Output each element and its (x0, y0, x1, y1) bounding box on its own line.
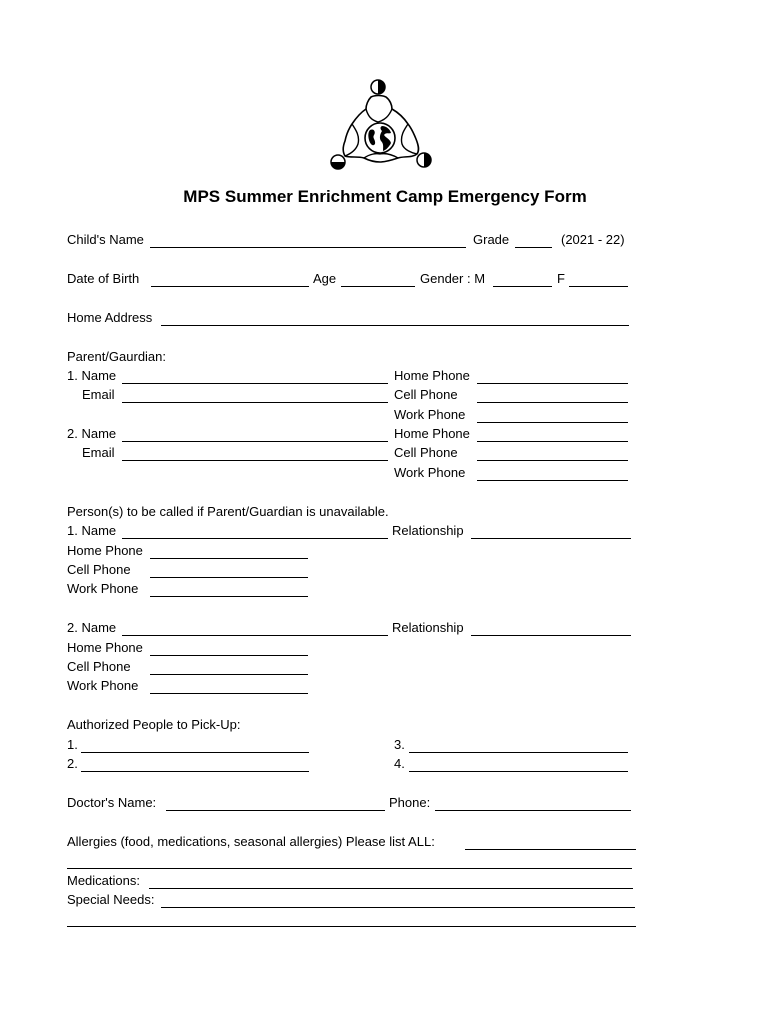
allergies-label: Allergies (food, medications, seasonal allergies) Please list ALL: (67, 834, 435, 849)
parent2-email-label: Email (82, 445, 115, 460)
parent1-name-field[interactable] (122, 383, 388, 384)
parent1-home-phone-label: Home Phone (394, 368, 470, 383)
pickup-2-label: 2. (67, 756, 78, 771)
dob-field[interactable] (151, 286, 309, 287)
person2-name-label: 2. Name (67, 620, 117, 635)
pickup-4-field[interactable] (409, 771, 628, 772)
person1-relationship-label: Relationship (392, 523, 464, 538)
person2-name-field[interactable] (122, 635, 388, 636)
medications-field[interactable] (149, 888, 633, 889)
school-year: (2021 - 22) (561, 232, 625, 247)
pickup-heading: Authorized People to Pick-Up: (67, 717, 241, 732)
person1-cell-phone-field[interactable] (150, 577, 308, 578)
doctor-phone-label: Phone: (389, 795, 431, 810)
child-name-label: Child's Name (67, 232, 144, 247)
pickup-2-field[interactable] (81, 771, 309, 772)
person2-relationship-field[interactable] (471, 635, 631, 636)
person2-work-phone-field[interactable] (150, 693, 308, 694)
special-needs-field[interactable] (161, 907, 635, 908)
parent2-email-field[interactable] (122, 460, 388, 461)
person1-work-phone-label: Work Phone (67, 581, 139, 596)
special-needs-field-continued[interactable] (67, 926, 636, 927)
gender-m-field[interactable] (493, 286, 552, 287)
parent1-name-label: 1. Name (67, 368, 117, 383)
persons-heading: Person(s) to be called if Parent/Guardian is unavailable. (67, 504, 389, 519)
gender-label: Gender : M (420, 271, 486, 286)
parent2-home-phone-field[interactable] (477, 441, 628, 442)
person1-relationship-field[interactable] (471, 538, 631, 539)
person1-home-phone-label: Home Phone (67, 543, 143, 558)
person1-name-field[interactable] (122, 538, 388, 539)
doctor-field[interactable] (166, 810, 385, 811)
parent1-work-phone-field[interactable] (477, 422, 628, 423)
age-field[interactable] (341, 286, 415, 287)
parent2-cell-phone-field[interactable] (477, 460, 628, 461)
doctor-phone-field[interactable] (435, 810, 631, 811)
pickup-3-field[interactable] (409, 752, 628, 753)
form-title: MPS Summer Enrichment Camp Emergency Form (183, 187, 587, 206)
home-address-field[interactable] (161, 325, 629, 326)
grade-label: Grade (473, 232, 510, 247)
parent2-work-phone-label: Work Phone (394, 465, 466, 480)
person1-work-phone-field[interactable] (150, 596, 308, 597)
parent2-cell-phone-label: Cell Phone (394, 445, 458, 460)
parent2-home-phone-label: Home Phone (394, 426, 470, 441)
pickup-1-label: 1. (67, 737, 78, 752)
pickup-4-label: 4. (394, 756, 405, 771)
person2-home-phone-label: Home Phone (67, 640, 143, 655)
person1-name-label: 1. Name (67, 523, 117, 538)
dob-label: Date of Birth (67, 271, 140, 286)
person1-cell-phone-label: Cell Phone (67, 562, 131, 577)
age-label: Age (313, 271, 337, 286)
parent2-name-label: 2. Name (67, 426, 117, 441)
person2-work-phone-label: Work Phone (67, 678, 139, 693)
parent1-cell-phone-label: Cell Phone (394, 387, 458, 402)
child-name-field[interactable] (150, 247, 466, 248)
home-address-label: Home Address (67, 310, 153, 325)
allergies-field[interactable] (465, 849, 636, 850)
parent1-work-phone-label: Work Phone (394, 407, 466, 422)
parent1-cell-phone-field[interactable] (477, 402, 628, 403)
parent-heading: Parent/Gaurdian: (67, 349, 167, 364)
parent2-work-phone-field[interactable] (477, 480, 628, 481)
person2-cell-phone-label: Cell Phone (67, 659, 131, 674)
person2-cell-phone-field[interactable] (150, 674, 308, 675)
parent1-email-label: Email (82, 387, 115, 402)
person1-home-phone-field[interactable] (150, 558, 308, 559)
medications-label: Medications: (67, 873, 140, 888)
grade-field[interactable] (515, 247, 552, 248)
allergies-field-continued[interactable] (67, 868, 632, 869)
doctor-label: Doctor's Name: (67, 795, 157, 810)
parent2-name-field[interactable] (122, 441, 388, 442)
camp-logo-icon (328, 78, 434, 174)
person2-home-phone-field[interactable] (150, 655, 308, 656)
gender-f-field[interactable] (569, 286, 628, 287)
gender-f-label: F (557, 271, 565, 286)
pickup-1-field[interactable] (81, 752, 309, 753)
parent1-home-phone-field[interactable] (477, 383, 628, 384)
person2-relationship-label: Relationship (392, 620, 464, 635)
pickup-3-label: 3. (394, 737, 405, 752)
special-needs-label: Special Needs: (67, 892, 155, 907)
parent1-email-field[interactable] (122, 402, 388, 403)
